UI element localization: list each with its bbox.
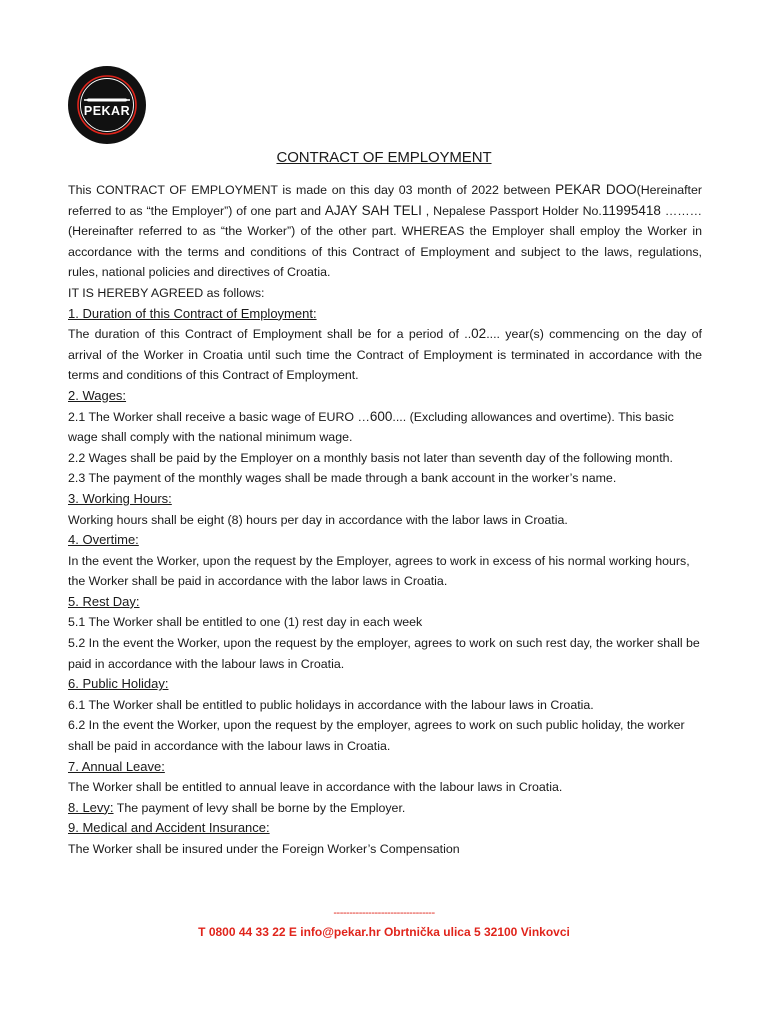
section-9-heading: 9. Medical and Accident Insurance: <box>68 820 270 836</box>
basic-wage: 600 <box>369 408 393 424</box>
section-8-heading: 8. Levy: <box>68 799 114 815</box>
logo-wordmark: PEKAR <box>83 104 131 118</box>
footer-divider: -------------------------------- <box>333 907 435 919</box>
section-8 <box>68 798 702 819</box>
agreed-line: IT IS HEREBY AGREED as follows: <box>68 285 265 300</box>
section-3-heading: 3. Working Hours: <box>68 490 172 506</box>
section-6-1: 6.1 The Worker shall be entitled to public holidays in accordance with the labour laws in Croatia. <box>68 697 594 712</box>
employer-name: PEKAR DOO <box>555 182 637 197</box>
section-2-heading: 2. Wages: <box>68 387 127 403</box>
intro-text-2: (Hereinafter referred to as “the Employer”) of one part and <box>68 183 702 218</box>
section-6-2: 6.2 In the event the Worker, upon the request by the employer, agrees to work on such public holiday, the worker shall be paid in accordance with the labour laws in Croatia. <box>68 718 685 754</box>
s2-1-text-b: .... (Excluding allowances and overtime). This basic wage shall comply with the national minimum wage. <box>68 409 674 445</box>
section-1-text <box>68 324 702 386</box>
s1-text-1: The duration of this Contract of Employment shall be for a period of .. <box>68 327 472 342</box>
intro-text-4: ……… (Hereinafter referred to as “the Worker”) of the other part. WHEREAS the Employer shall employ the Worker in accordance with the terms and conditions of this Contract of Employment and subject to the laws, regulations, rules, national policies and directives of Croatia. <box>68 203 702 280</box>
section-3-text: Working hours shall be eight (8) hours per day in accordance with the labor laws in Croatia. <box>68 512 568 527</box>
contract-body <box>68 180 702 860</box>
section-2-2: 2.2 Wages shall be paid by the Employer on a monthly basis not later than seventh day of the following month. <box>68 450 673 465</box>
section-1-heading: 1. Duration of this Contract of Employment: <box>68 305 317 321</box>
pekar-logo-graphic <box>67 65 147 145</box>
section-5-heading: 5. Rest Day: <box>68 593 140 609</box>
intro-paragraph <box>68 180 702 283</box>
section-7-text: The Worker shall be entitled to annual leave in accordance with the labour laws in Croatia. <box>68 780 563 795</box>
intro-text-1: This CONTRACT OF EMPLOYMENT is made on this day 03 month of 2022 between <box>68 183 556 197</box>
pekar-logo <box>67 65 147 145</box>
intro-text-3: , Nepalese Passport Holder No. <box>421 203 602 218</box>
section-5-2: 5.2 In the event the Worker, upon the request by the employer, agrees to work on such rest day, the worker shall be paid in accordance with the labour laws in Croatia. <box>68 636 700 671</box>
footer-contact: T 0800 44 33 22 E info@pekar.hr Obrtnička ulica 5 32100 Vinkovci <box>198 925 570 939</box>
section-9-text: The Worker shall be insured under the Foreign Worker’s Compensation <box>68 842 460 856</box>
section-7-heading: 7. Annual Leave: <box>68 758 165 774</box>
document-title: CONTRACT OF EMPLOYMENT <box>276 149 492 166</box>
worker-name: AJAY SAH TELI <box>324 202 422 218</box>
section-2-3: 2.3 The payment of the monthly wages shall be made through a bank account in the worker’s name. <box>68 471 617 486</box>
section-4-text: In the event the Worker, upon the request by the Employer, agrees to work in excess of his normal working hours, the Worker shall be paid in accordance with the labor laws in Croatia. <box>68 553 690 589</box>
s1-text-2: .... year(s) commencing on the day of arrival of the Worker in Croatia until such time the Contract of Employment is terminated in accordance with the terms and conditions of this Contract of Employment. <box>68 327 702 383</box>
section-2-1 <box>68 407 702 448</box>
passport-number: 11995418 <box>601 202 661 218</box>
s2-1-text-a: 2.1 The Worker shall receive a basic wage of EURO … <box>68 409 370 424</box>
contract-period: 02 <box>471 326 487 342</box>
section-4-heading: 4. Overtime: <box>68 532 139 548</box>
section-5-1: 5.1 The Worker shall be entitled to one (1) rest day in each week <box>68 615 423 630</box>
section-6-heading: 6. Public Holiday: <box>68 676 169 692</box>
section-8-text: The payment of levy shall be borne by the Employer. <box>113 800 406 815</box>
